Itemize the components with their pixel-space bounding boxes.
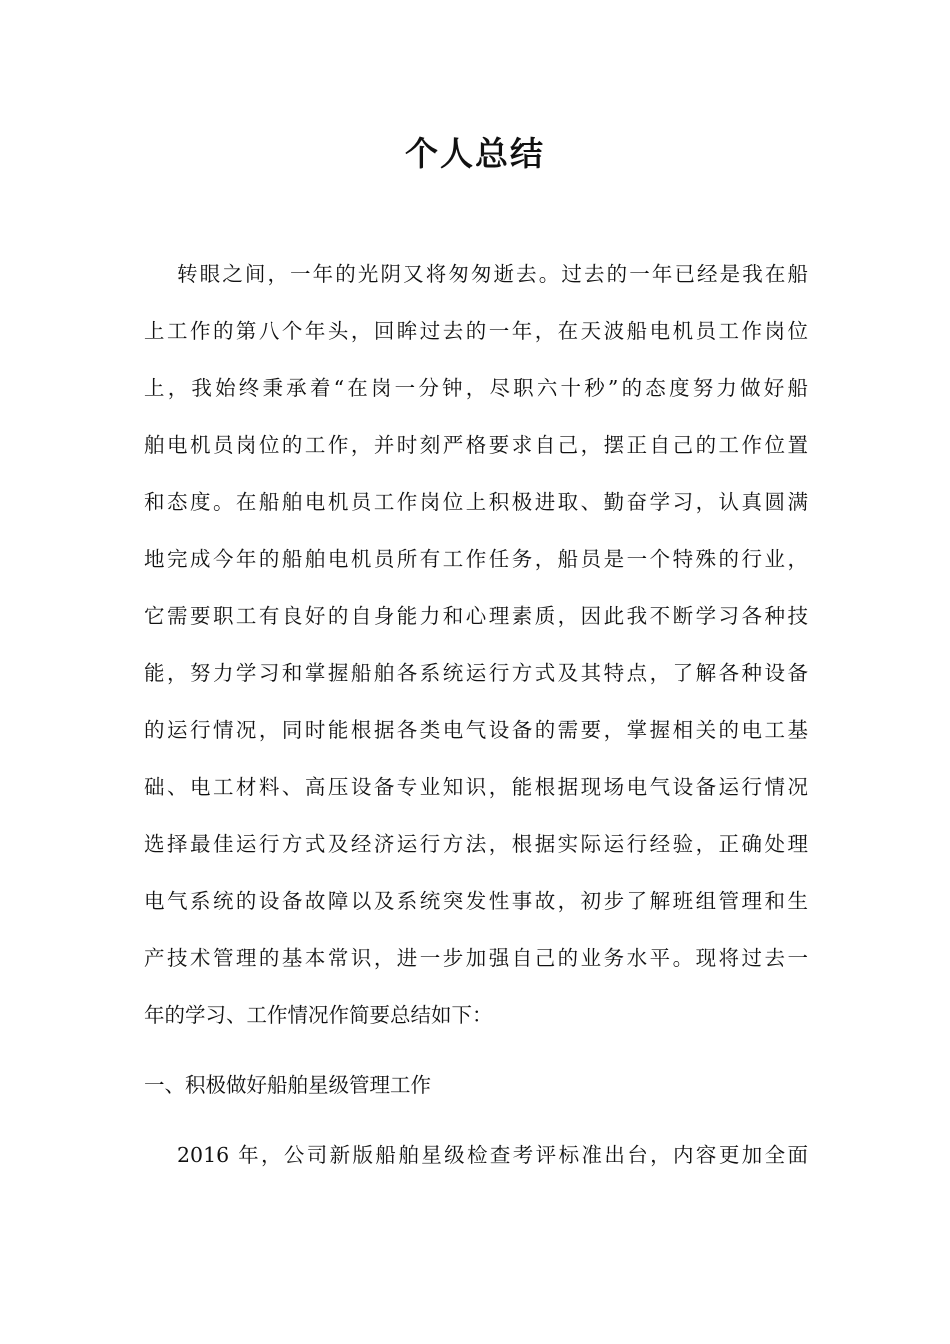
paragraph-line: 产技术管理的基本常识，进一步加强自己的业务水平。现将过去一 bbox=[144, 946, 808, 970]
paragraph-line: 2016 年，公司新版船舶星级检查考评标准出台，内容更加全面 bbox=[177, 1143, 808, 1167]
paragraph-line: 能，努力学习和掌握船舶各系统运行方式及其特点，了解各种设备 bbox=[144, 661, 808, 685]
section-heading: 一、积极做好船舶星级管理工作 bbox=[144, 1073, 431, 1097]
paragraph-line: 上工作的第八个年头，回眸过去的一年，在天波船电机员工作岗位 bbox=[144, 319, 808, 343]
paragraph-line: 电气系统的设备故障以及系统突发性事故，初步了解班组管理和生 bbox=[144, 889, 808, 913]
paragraph-line: 年的学习、工作情况作简要总结如下： bbox=[144, 1003, 493, 1027]
paragraph-line: 的运行情况，同时能根据各类电气设备的需要，掌握相关的电工基 bbox=[144, 718, 808, 742]
paragraph-line: 它需要职工有良好的自身能力和心理素质，因此我不断学习各种技 bbox=[144, 604, 808, 628]
document-title: 个人总结 bbox=[405, 134, 545, 173]
paragraph-line: 地完成今年的船舶电机员所有工作任务，船员是一个特殊的行业， bbox=[144, 547, 808, 571]
paragraph-line: 上，我始终秉承着“在岗一分钟，尽职六十秒”的态度努力做好船 bbox=[144, 376, 808, 400]
paragraph-line: 选择最佳运行方式及经济运行方法，根据实际运行经验，正确处理 bbox=[144, 832, 808, 856]
document-body bbox=[144, 259, 808, 1167]
paragraph-line: 舶电机员岗位的工作，并时刻严格要求自己，摆正自己的工作位置 bbox=[144, 433, 808, 457]
paragraph-line: 础、电工材料、高压设备专业知识，能根据现场电气设备运行情况 bbox=[144, 775, 808, 799]
paragraph-line: 转眼之间，一年的光阴又将匆匆逝去。过去的一年已经是我在船 bbox=[177, 262, 808, 286]
paragraph-line: 和态度。在船舶电机员工作岗位上积极进取、勤奋学习，认真圆满 bbox=[144, 490, 808, 514]
